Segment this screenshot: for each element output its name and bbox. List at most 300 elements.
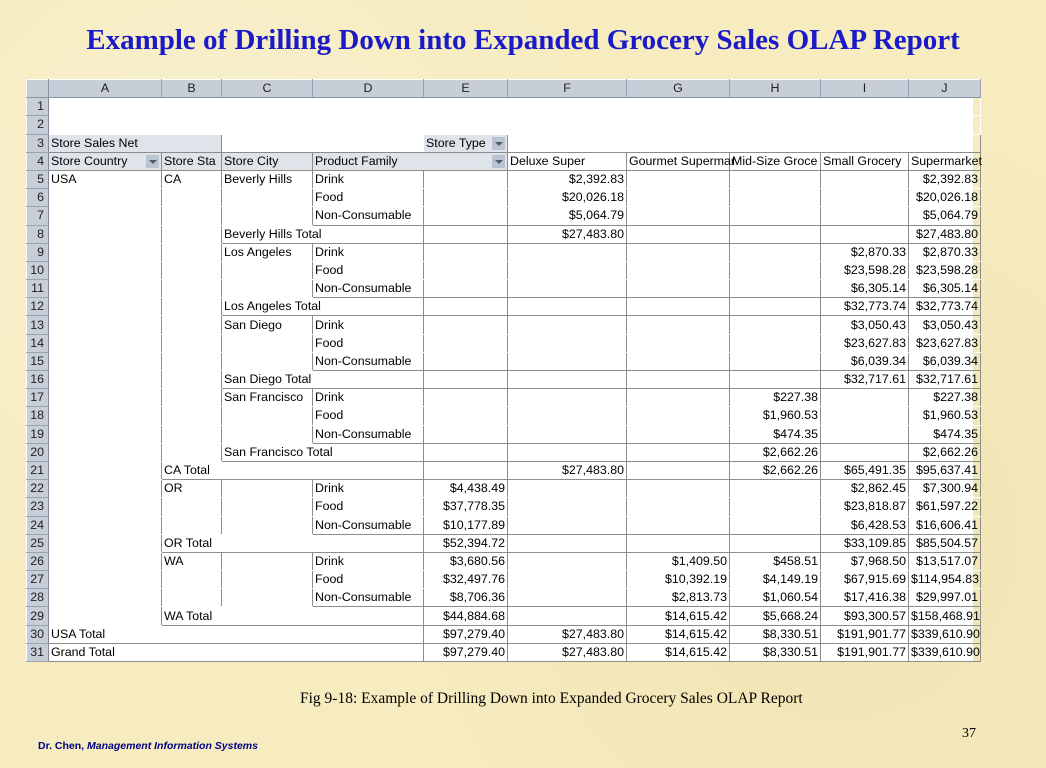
value-cell[interactable] <box>424 389 508 407</box>
value-cell[interactable] <box>424 407 508 425</box>
value-cell[interactable]: $2,870.33 <box>909 243 981 261</box>
value-cell[interactable]: $29,997.01 <box>909 589 981 607</box>
store-state-cell[interactable] <box>162 225 222 243</box>
column-header-h[interactable]: H <box>730 80 821 98</box>
value-cell[interactable]: $27,483.80 <box>508 643 627 661</box>
product-family-cell[interactable]: Food <box>313 261 424 279</box>
row-number[interactable]: 27 <box>27 571 49 589</box>
value-cell[interactable]: $4,149.19 <box>730 571 821 589</box>
row-number[interactable]: 13 <box>27 316 49 334</box>
value-cell[interactable]: $14,615.42 <box>627 607 730 625</box>
store-state-cell[interactable]: OR <box>162 480 222 498</box>
cell[interactable] <box>424 98 508 116</box>
pivot-data-field[interactable]: Store Sales Net <box>49 134 222 152</box>
store-country-cell[interactable] <box>49 243 162 261</box>
value-cell[interactable] <box>508 316 627 334</box>
value-cell[interactable] <box>627 425 730 443</box>
value-cell[interactable] <box>424 243 508 261</box>
row-number[interactable]: 5 <box>27 170 49 188</box>
store-state-cell[interactable] <box>162 261 222 279</box>
cell[interactable] <box>162 116 222 134</box>
product-family-cell[interactable]: Food <box>313 498 424 516</box>
row-number[interactable]: 6 <box>27 189 49 207</box>
value-cell[interactable] <box>627 516 730 534</box>
store-country-cell[interactable] <box>49 607 162 625</box>
store-city-total-cell[interactable]: Beverly Hills Total <box>222 225 424 243</box>
value-cell[interactable]: $27,483.80 <box>909 225 981 243</box>
store-state-cell[interactable] <box>162 243 222 261</box>
cell[interactable] <box>508 98 627 116</box>
value-cell[interactable]: $32,717.61 <box>909 371 981 389</box>
value-cell[interactable]: $8,330.51 <box>730 625 821 643</box>
value-cell[interactable] <box>730 189 821 207</box>
value-cell[interactable]: $1,060.54 <box>730 589 821 607</box>
value-cell[interactable] <box>508 516 627 534</box>
store-city-cell[interactable] <box>222 498 313 516</box>
value-cell[interactable] <box>730 534 821 552</box>
value-cell[interactable] <box>627 498 730 516</box>
column-header-j[interactable]: J <box>909 80 981 98</box>
col-header-deluxe[interactable]: Deluxe Super <box>508 152 627 170</box>
value-cell[interactable]: $6,305.14 <box>821 280 909 298</box>
row-number[interactable]: 21 <box>27 461 49 479</box>
value-cell[interactable] <box>627 352 730 370</box>
store-state-total-cell[interactable]: WA Total <box>162 607 424 625</box>
value-cell[interactable]: $32,773.74 <box>909 298 981 316</box>
value-cell[interactable] <box>508 571 627 589</box>
value-cell[interactable]: $85,504.57 <box>909 534 981 552</box>
store-country-cell[interactable] <box>49 480 162 498</box>
value-cell[interactable] <box>821 170 909 188</box>
store-city-cell[interactable] <box>222 480 313 498</box>
store-state-field[interactable]: Store Sta <box>162 152 222 170</box>
store-state-cell[interactable] <box>162 280 222 298</box>
product-family-cell[interactable]: Non-Consumable <box>313 425 424 443</box>
store-country-cell[interactable] <box>49 280 162 298</box>
value-cell[interactable] <box>821 443 909 461</box>
store-type-field[interactable] <box>424 134 508 152</box>
product-family-cell[interactable]: Non-Consumable <box>313 352 424 370</box>
store-state-cell[interactable] <box>162 298 222 316</box>
value-cell[interactable] <box>508 443 627 461</box>
value-cell[interactable] <box>424 280 508 298</box>
store-country-cell[interactable] <box>49 207 162 225</box>
value-cell[interactable] <box>508 389 627 407</box>
value-cell[interactable] <box>627 371 730 389</box>
col-header-small[interactable]: Small Grocery <box>821 152 909 170</box>
value-cell[interactable]: $3,680.56 <box>424 552 508 570</box>
cell[interactable] <box>730 116 821 134</box>
value-cell[interactable]: $2,862.45 <box>821 480 909 498</box>
row-number[interactable]: 10 <box>27 261 49 279</box>
value-cell[interactable]: $2,662.26 <box>730 443 821 461</box>
value-cell[interactable]: $339,610.90 <box>909 625 981 643</box>
value-cell[interactable]: $5,064.79 <box>909 207 981 225</box>
value-cell[interactable] <box>508 243 627 261</box>
value-cell[interactable]: $6,305.14 <box>909 280 981 298</box>
store-country-cell[interactable] <box>49 407 162 425</box>
value-cell[interactable]: $32,717.61 <box>821 371 909 389</box>
value-cell[interactable]: $27,483.80 <box>508 625 627 643</box>
value-cell[interactable]: $33,109.85 <box>821 534 909 552</box>
value-cell[interactable] <box>424 189 508 207</box>
value-cell[interactable]: $458.51 <box>730 552 821 570</box>
value-cell[interactable]: $5,064.79 <box>508 207 627 225</box>
value-cell[interactable]: $2,813.73 <box>627 589 730 607</box>
product-family-cell[interactable]: Food <box>313 189 424 207</box>
value-cell[interactable] <box>424 461 508 479</box>
row-number[interactable]: 23 <box>27 498 49 516</box>
value-cell[interactable] <box>508 352 627 370</box>
store-state-cell[interactable] <box>162 589 222 607</box>
value-cell[interactable]: $67,915.69 <box>821 571 909 589</box>
value-cell[interactable] <box>508 498 627 516</box>
value-cell[interactable] <box>508 480 627 498</box>
store-state-cell[interactable]: WA <box>162 552 222 570</box>
value-cell[interactable]: $13,517.07 <box>909 552 981 570</box>
store-country-cell[interactable] <box>49 334 162 352</box>
row-number[interactable]: 1 <box>27 98 49 116</box>
store-state-total-cell[interactable]: CA Total <box>162 461 424 479</box>
value-cell[interactable] <box>730 261 821 279</box>
store-country-cell[interactable] <box>49 225 162 243</box>
dropdown-arrow-icon[interactable] <box>146 155 159 168</box>
cell[interactable] <box>222 98 313 116</box>
value-cell[interactable] <box>821 389 909 407</box>
col-header-supermarket[interactable]: Supermarket <box>909 152 981 170</box>
column-header-g[interactable]: G <box>627 80 730 98</box>
value-cell[interactable]: $2,870.33 <box>821 243 909 261</box>
row-number[interactable]: 22 <box>27 480 49 498</box>
value-cell[interactable]: $2,662.26 <box>909 443 981 461</box>
product-family-cell[interactable]: Non-Consumable <box>313 280 424 298</box>
row-number[interactable]: 9 <box>27 243 49 261</box>
store-city-total-cell[interactable]: San Francisco Total <box>222 443 424 461</box>
value-cell[interactable] <box>424 225 508 243</box>
value-cell[interactable] <box>821 207 909 225</box>
value-cell[interactable] <box>424 371 508 389</box>
store-country-cell[interactable] <box>49 261 162 279</box>
cell[interactable] <box>909 98 981 116</box>
store-state-cell[interactable] <box>162 571 222 589</box>
store-state-cell[interactable] <box>162 425 222 443</box>
value-cell[interactable]: $23,818.87 <box>821 498 909 516</box>
row-number[interactable]: 12 <box>27 298 49 316</box>
store-city-cell[interactable]: San Diego <box>222 316 313 334</box>
value-cell[interactable]: $32,497.76 <box>424 571 508 589</box>
value-cell[interactable] <box>821 407 909 425</box>
value-cell[interactable]: $23,627.83 <box>821 334 909 352</box>
store-city-cell[interactable] <box>222 352 313 370</box>
product-family-cell[interactable]: Drink <box>313 243 424 261</box>
value-cell[interactable]: $44,884.68 <box>424 607 508 625</box>
store-country-cell[interactable] <box>49 316 162 334</box>
value-cell[interactable] <box>730 371 821 389</box>
value-cell[interactable] <box>627 480 730 498</box>
value-cell[interactable] <box>508 298 627 316</box>
value-cell[interactable]: $95,637.41 <box>909 461 981 479</box>
store-country-cell[interactable] <box>49 516 162 534</box>
value-cell[interactable]: $227.38 <box>730 389 821 407</box>
column-header-c[interactable]: C <box>222 80 313 98</box>
value-cell[interactable]: $93,300.57 <box>821 607 909 625</box>
value-cell[interactable]: $14,615.42 <box>627 643 730 661</box>
value-cell[interactable]: $7,968.50 <box>821 552 909 570</box>
store-country-cell[interactable] <box>49 189 162 207</box>
store-country-cell[interactable] <box>49 352 162 370</box>
value-cell[interactable]: $6,039.34 <box>909 352 981 370</box>
store-country-cell[interactable] <box>49 389 162 407</box>
row-number[interactable]: 29 <box>27 607 49 625</box>
cell[interactable] <box>313 98 424 116</box>
value-cell[interactable]: $97,279.40 <box>424 625 508 643</box>
value-cell[interactable] <box>627 280 730 298</box>
product-family-cell[interactable]: Drink <box>313 389 424 407</box>
row-number[interactable]: 14 <box>27 334 49 352</box>
value-cell[interactable]: $17,416.38 <box>821 589 909 607</box>
value-cell[interactable] <box>627 389 730 407</box>
value-cell[interactable]: $2,392.83 <box>508 170 627 188</box>
store-state-cell[interactable] <box>162 443 222 461</box>
value-cell[interactable]: $10,392.19 <box>627 571 730 589</box>
cell[interactable] <box>49 98 162 116</box>
store-state-cell[interactable] <box>162 189 222 207</box>
product-family-cell[interactable]: Drink <box>313 480 424 498</box>
store-country-cell[interactable] <box>49 443 162 461</box>
row-number[interactable]: 11 <box>27 280 49 298</box>
store-city-cell[interactable]: San Francisco <box>222 389 313 407</box>
value-cell[interactable] <box>508 371 627 389</box>
value-cell[interactable] <box>821 225 909 243</box>
value-cell[interactable]: $97,279.40 <box>424 643 508 661</box>
value-cell[interactable]: $10,177.89 <box>424 516 508 534</box>
product-family-cell[interactable]: Food <box>313 571 424 589</box>
value-cell[interactable] <box>730 280 821 298</box>
row-number[interactable]: 26 <box>27 552 49 570</box>
cell[interactable] <box>821 98 909 116</box>
row-number[interactable]: 2 <box>27 116 49 134</box>
store-country-cell[interactable] <box>49 371 162 389</box>
value-cell[interactable]: $6,428.53 <box>821 516 909 534</box>
store-city-cell[interactable] <box>222 189 313 207</box>
cell[interactable] <box>49 116 162 134</box>
row-number[interactable]: 17 <box>27 389 49 407</box>
store-city-cell[interactable] <box>222 334 313 352</box>
store-state-cell[interactable] <box>162 316 222 334</box>
value-cell[interactable]: $32,773.74 <box>821 298 909 316</box>
store-city-cell[interactable] <box>222 552 313 570</box>
value-cell[interactable] <box>627 261 730 279</box>
value-cell[interactable] <box>821 425 909 443</box>
store-city-cell[interactable] <box>222 425 313 443</box>
value-cell[interactable]: $1,960.53 <box>909 407 981 425</box>
value-cell[interactable]: $158,468.91 <box>909 607 981 625</box>
store-city-cell[interactable]: Beverly Hills <box>222 170 313 188</box>
column-header-e[interactable]: E <box>424 80 508 98</box>
value-cell[interactable] <box>730 498 821 516</box>
value-cell[interactable] <box>424 334 508 352</box>
value-cell[interactable] <box>730 480 821 498</box>
store-state-cell[interactable] <box>162 207 222 225</box>
store-country-cell[interactable] <box>49 571 162 589</box>
value-cell[interactable] <box>627 298 730 316</box>
value-cell[interactable] <box>730 298 821 316</box>
value-cell[interactable]: $7,300.94 <box>909 480 981 498</box>
value-cell[interactable] <box>508 552 627 570</box>
value-cell[interactable] <box>821 189 909 207</box>
cell[interactable] <box>627 98 730 116</box>
store-city-cell[interactable] <box>222 589 313 607</box>
value-cell[interactable]: $8,330.51 <box>730 643 821 661</box>
row-number[interactable]: 19 <box>27 425 49 443</box>
row-number[interactable]: 24 <box>27 516 49 534</box>
store-state-cell[interactable] <box>162 516 222 534</box>
value-cell[interactable]: $191,901.77 <box>821 643 909 661</box>
value-cell[interactable] <box>730 516 821 534</box>
row-label-cell[interactable]: USA Total <box>49 625 424 643</box>
value-cell[interactable] <box>424 261 508 279</box>
value-cell[interactable] <box>508 607 627 625</box>
store-country-cell[interactable] <box>49 461 162 479</box>
cell[interactable] <box>627 116 730 134</box>
dropdown-arrow-icon[interactable] <box>492 155 505 168</box>
value-cell[interactable]: $3,050.43 <box>909 316 981 334</box>
value-cell[interactable] <box>424 316 508 334</box>
cell[interactable] <box>508 116 627 134</box>
value-cell[interactable]: $14,615.42 <box>627 625 730 643</box>
value-cell[interactable] <box>508 280 627 298</box>
select-all-corner[interactable] <box>27 80 49 98</box>
row-number[interactable]: 7 <box>27 207 49 225</box>
value-cell[interactable] <box>424 443 508 461</box>
value-cell[interactable]: $27,483.80 <box>508 461 627 479</box>
product-family-cell[interactable]: Drink <box>313 552 424 570</box>
value-cell[interactable] <box>424 207 508 225</box>
value-cell[interactable] <box>730 170 821 188</box>
value-cell[interactable] <box>730 316 821 334</box>
value-cell[interactable]: $23,598.28 <box>821 261 909 279</box>
row-number[interactable]: 4 <box>27 152 49 170</box>
value-cell[interactable]: $65,491.35 <box>821 461 909 479</box>
row-number[interactable]: 20 <box>27 443 49 461</box>
store-state-cell[interactable] <box>162 352 222 370</box>
row-number[interactable]: 15 <box>27 352 49 370</box>
cell[interactable] <box>821 116 909 134</box>
value-cell[interactable]: $1,960.53 <box>730 407 821 425</box>
store-city-cell[interactable] <box>222 207 313 225</box>
value-cell[interactable]: $474.35 <box>909 425 981 443</box>
store-state-cell[interactable] <box>162 371 222 389</box>
row-number[interactable]: 31 <box>27 643 49 661</box>
store-country-cell[interactable] <box>49 534 162 552</box>
column-header-a[interactable]: A <box>49 80 162 98</box>
product-family-cell[interactable]: Drink <box>313 316 424 334</box>
value-cell[interactable]: $20,026.18 <box>508 189 627 207</box>
product-family-cell[interactable]: Non-Consumable <box>313 589 424 607</box>
product-family-field[interactable] <box>313 152 508 170</box>
store-city-cell[interactable] <box>222 261 313 279</box>
value-cell[interactable] <box>627 170 730 188</box>
column-header-d[interactable]: D <box>313 80 424 98</box>
value-cell[interactable] <box>508 534 627 552</box>
store-country-cell[interactable] <box>49 298 162 316</box>
value-cell[interactable]: $114,954.83 <box>909 571 981 589</box>
cell[interactable] <box>424 116 508 134</box>
value-cell[interactable] <box>424 425 508 443</box>
store-state-cell[interactable] <box>162 389 222 407</box>
store-city-cell[interactable] <box>222 407 313 425</box>
value-cell[interactable] <box>627 407 730 425</box>
value-cell[interactable]: $4,438.49 <box>424 480 508 498</box>
store-city-cell[interactable]: Los Angeles <box>222 243 313 261</box>
product-family-cell[interactable]: Food <box>313 407 424 425</box>
col-header-midsize[interactable]: Mid-Size Groce <box>730 152 821 170</box>
value-cell[interactable] <box>508 334 627 352</box>
value-cell[interactable] <box>508 407 627 425</box>
row-number[interactable]: 18 <box>27 407 49 425</box>
value-cell[interactable]: $61,597.22 <box>909 498 981 516</box>
value-cell[interactable] <box>424 352 508 370</box>
value-cell[interactable] <box>627 334 730 352</box>
column-header-b[interactable]: B <box>162 80 222 98</box>
value-cell[interactable]: $23,598.28 <box>909 261 981 279</box>
store-city-total-cell[interactable]: San Diego Total <box>222 371 424 389</box>
value-cell[interactable] <box>627 189 730 207</box>
row-number[interactable]: 25 <box>27 534 49 552</box>
value-cell[interactable] <box>627 461 730 479</box>
value-cell[interactable]: $6,039.34 <box>821 352 909 370</box>
value-cell[interactable] <box>730 207 821 225</box>
value-cell[interactable] <box>730 225 821 243</box>
value-cell[interactable]: $5,668.24 <box>730 607 821 625</box>
cell[interactable] <box>162 98 222 116</box>
value-cell[interactable]: $37,778.35 <box>424 498 508 516</box>
store-state-cell[interactable] <box>162 498 222 516</box>
product-family-cell[interactable]: Drink <box>313 170 424 188</box>
value-cell[interactable]: $23,627.83 <box>909 334 981 352</box>
value-cell[interactable]: $8,706.36 <box>424 589 508 607</box>
value-cell[interactable] <box>730 334 821 352</box>
value-cell[interactable] <box>627 316 730 334</box>
value-cell[interactable] <box>730 243 821 261</box>
value-cell[interactable]: $339,610.90 <box>909 643 981 661</box>
value-cell[interactable]: $2,662.26 <box>730 461 821 479</box>
store-country-cell[interactable] <box>49 498 162 516</box>
store-country-cell[interactable] <box>49 425 162 443</box>
value-cell[interactable] <box>627 225 730 243</box>
value-cell[interactable]: $16,606.41 <box>909 516 981 534</box>
cell[interactable] <box>730 98 821 116</box>
store-city-cell[interactable] <box>222 280 313 298</box>
value-cell[interactable] <box>508 589 627 607</box>
row-number[interactable]: 28 <box>27 589 49 607</box>
store-city-field[interactable]: Store City <box>222 152 313 170</box>
product-family-cell[interactable]: Non-Consumable <box>313 207 424 225</box>
store-city-total-cell[interactable]: Los Angeles Total <box>222 298 424 316</box>
store-state-cell[interactable]: CA <box>162 170 222 188</box>
store-country-cell[interactable] <box>49 552 162 570</box>
value-cell[interactable] <box>508 261 627 279</box>
col-header-gourmet[interactable]: Gourmet Supermar <box>627 152 730 170</box>
cell[interactable] <box>222 116 313 134</box>
cell[interactable] <box>313 116 424 134</box>
store-state-cell[interactable] <box>162 334 222 352</box>
value-cell[interactable] <box>508 425 627 443</box>
product-family-cell[interactable]: Food <box>313 334 424 352</box>
value-cell[interactable]: $27,483.80 <box>508 225 627 243</box>
value-cell[interactable] <box>627 243 730 261</box>
row-label-cell[interactable]: Grand Total <box>49 643 424 661</box>
